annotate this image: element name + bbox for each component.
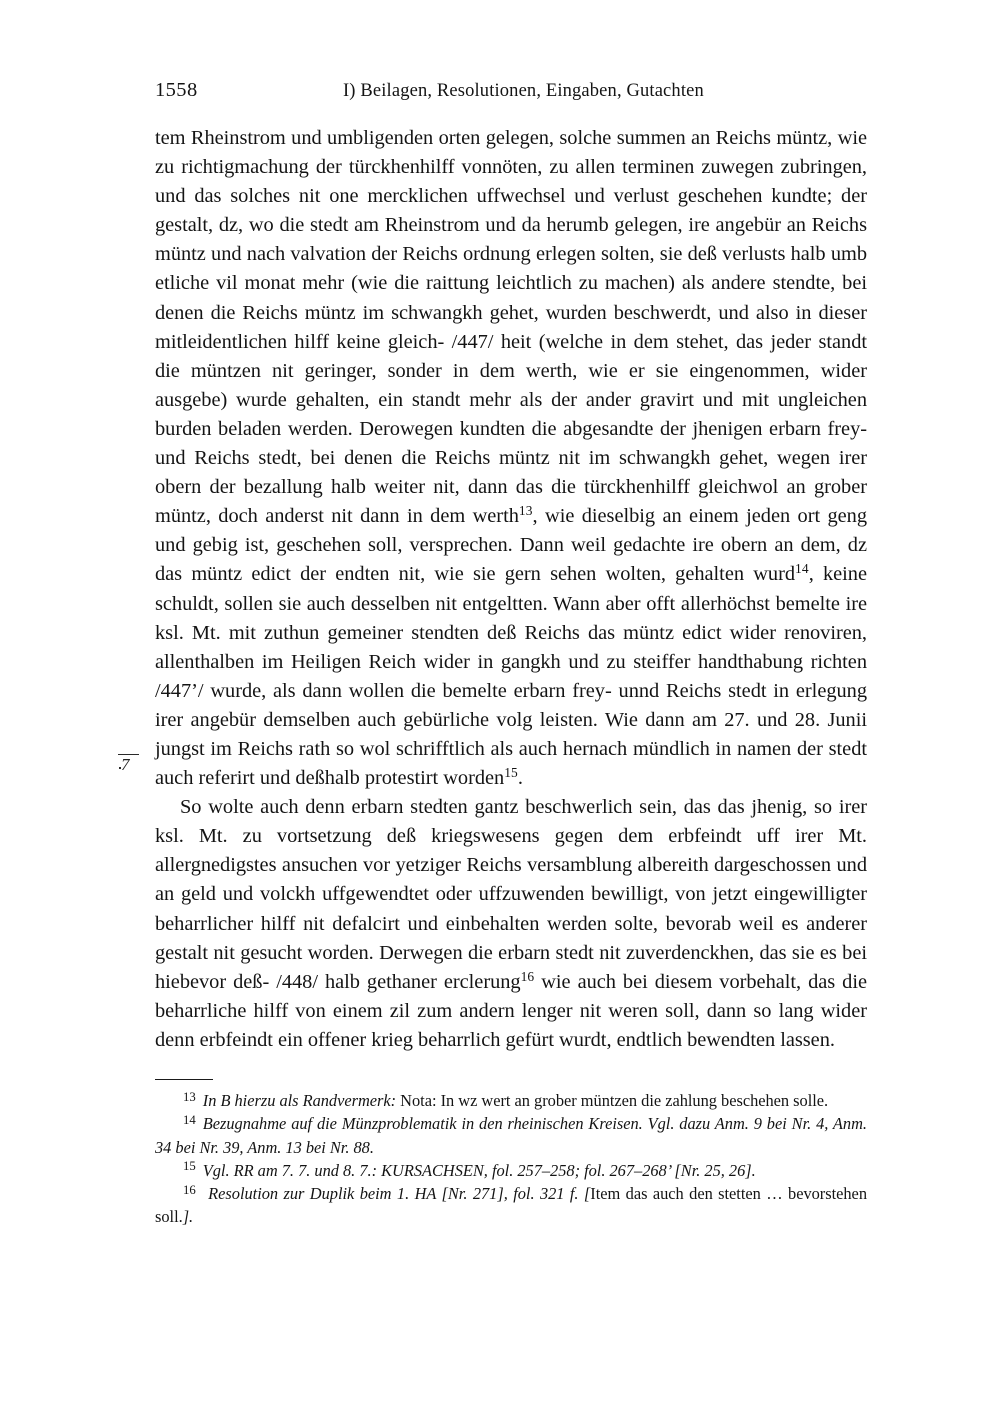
body-paragraph-1 <box>155 124 867 793</box>
footnote-ref-16[interactable]: 16 <box>520 968 535 984</box>
paragraph-1-segment-1: tem Rheinstrom und umbligenden orten gelegen, solche summen an Reichs müntz, wie zu richtigmachung der türckhenhilff vonnöten, zu allen terminen zuwegen zubringen, und das solches nit one mercklichen uffwechsel und verlust geschehen kundte; der gestalt, dz, wo die stedt am Rheinstrom und da herumb gelegen, ire angebür an Reichs müntz und nach valvation der Reichs ordnung erlegen solten, sie deß verlusts halb umb etliche vil monat mehr (wie die raittung leichtlich zu machen) als andere stendte, bei denen die Reichs müntz im schwangkh gehet, wurden beschwerdt, und also in dieser mitleidentlichen hilff keine gleich- /447/ heit (welche in dem stehet, das jeder standt die müntzen nit geringer, sonder in dem werth, wie er sie eingenommen, wider ausgebe) wurde gehalten, ein standt mehr als der ander gravirt und mit ungleichen burden beladen werden. Derowegen kundten die abgesandte der jhenigen erbarn frey- und Reichs stedt, bei denen die Reichs müntz nit im schwangkh gehet, wegen irer obern der bezallung halb weiter nit, dann das die türckhenhilff gleichwol an grober müntz, doch anderst nit dann in dem werth <box>155 127 867 528</box>
footnote-number-14: 14 <box>183 1113 196 1128</box>
paragraph-1-segment-3: , keine schuldt, sollen sie auch desselben nit entgeltten. Wann aber offt allerhöchst bemelte ire ksl. Mt. mit zuthun gemeiner stendten deß Reichs das müntz edict wider renoviren, allenthalben im Heiligen Reich wider in gangkh und zu steiffer handthabung richten /447’/ wurde, als dann wollen die bemelte erbarn frey- unnd Reichs stedt in erlegung irer angebür demselben auch gebürliche volg leisten. Wie dann am 27. und 28. Junii jungst im Reichs rath so wol schrifftlich als auch hernach mündlich in namen der stedt auch referirt und deßhalb protestirt worden <box>155 563 867 790</box>
text-block <box>155 124 867 1055</box>
footnote-14-italic: Bezugnahme auf die Münzproblematik in den rheinischen Kreisen. Vgl. dazu Anm. 9 bei Nr. 4, Anm. 34 bei Nr. 39, Anm. 13 bei Nr. 88. <box>155 1114 867 1157</box>
paragraph-2-segment-2: wie auch bei diesem vorbehalt, das die beharrliche hilff von einem zil zum andern lenger nit weren soll, dann so lang wider denn erbfeindt ein offener krieg beharrlich gefürt wurdt, endtlich bewendten lassen. <box>155 970 867 1051</box>
footnote-15-italic: Vgl. RR am 7. 7. und 8. 7.: KURSACHSEN, fol. 257–258; fol. 267–268’ [Nr. 25, 26]. <box>202 1160 756 1180</box>
margin-marker-number: 7 <box>121 755 130 774</box>
footnote-entry-14 <box>155 1112 867 1158</box>
paragraph-2-segment-1: So wolte auch denn erbarn stedten gantz beschwerlich sein, das das jhenig, so irer ksl. Mt. zu vortsetzung deß kriegswesens gegen dem erbfeindt uff irer Mt. allergnedigstes ansuchen vor yetziger Reichs versamblung albereith dargeschossen und an geld und volckh uffgewendtet oder uffzuwenden bewilligt, von jetzt eingewilligter beharrlicher hilff nit defalcirt und einbehalten werden solte, bevorab weil es anderer gestalt nit gesucht worden. Derwegen die erbarn stedt nit zuverdenckhen, das sie es bei hiebevor deß- /448/ halb gethaner erclerung <box>155 796 867 993</box>
footnote-ref-13[interactable]: 13 <box>518 503 533 519</box>
footnote-ref-15[interactable]: 15 <box>504 765 518 781</box>
paragraph-1-segment-2: , wie dieselbig an einem jeden ort geng und gebig ist, geschehen soll, versprechen. Dann weil gedachte ire obern an dem, dz das müntz edict der endten nit, wie sie gern sehen wolten, gehalten wurd <box>155 505 867 586</box>
running-title: I) Beilagen, Resolutionen, Eingaben, Gutachten <box>343 81 704 101</box>
running-head <box>155 76 867 104</box>
footnote-entry-16 <box>155 1182 867 1228</box>
footnote-number-13: 13 <box>183 1089 196 1104</box>
margin-line-marker <box>118 754 139 773</box>
paragraph-1-segment-4: . <box>517 767 523 790</box>
footnote-13-roman: Nota: In wz wert an grober müntzen die zahlung beschehen solle. <box>396 1091 829 1111</box>
footnote-ref-14[interactable]: 14 <box>795 561 809 577</box>
body-paragraph-2 <box>155 793 867 1055</box>
footnote-apparatus <box>155 1079 867 1228</box>
footnote-16-roman: Item das auch den stetten … bevorstehen soll. <box>155 1184 867 1227</box>
footnote-13-italic: In B hierzu als Randvermerk: <box>202 1091 397 1111</box>
footnote-number-15: 15 <box>183 1159 196 1174</box>
footnote-separator-rule <box>155 1079 213 1080</box>
page-number: 1558 <box>155 79 198 101</box>
footnote-number-16: 16 <box>183 1182 196 1197</box>
footnote-entry-15 <box>155 1159 867 1182</box>
footnote-16-italic: Resolution zur Duplik beim 1. HA [Nr. 271], fol. 321 f. [ <box>202 1184 591 1203</box>
footnote-entry-13 <box>155 1089 867 1112</box>
footnote-16-italic-tail: ]. <box>182 1207 194 1227</box>
margin-marker-dot <box>119 767 121 769</box>
